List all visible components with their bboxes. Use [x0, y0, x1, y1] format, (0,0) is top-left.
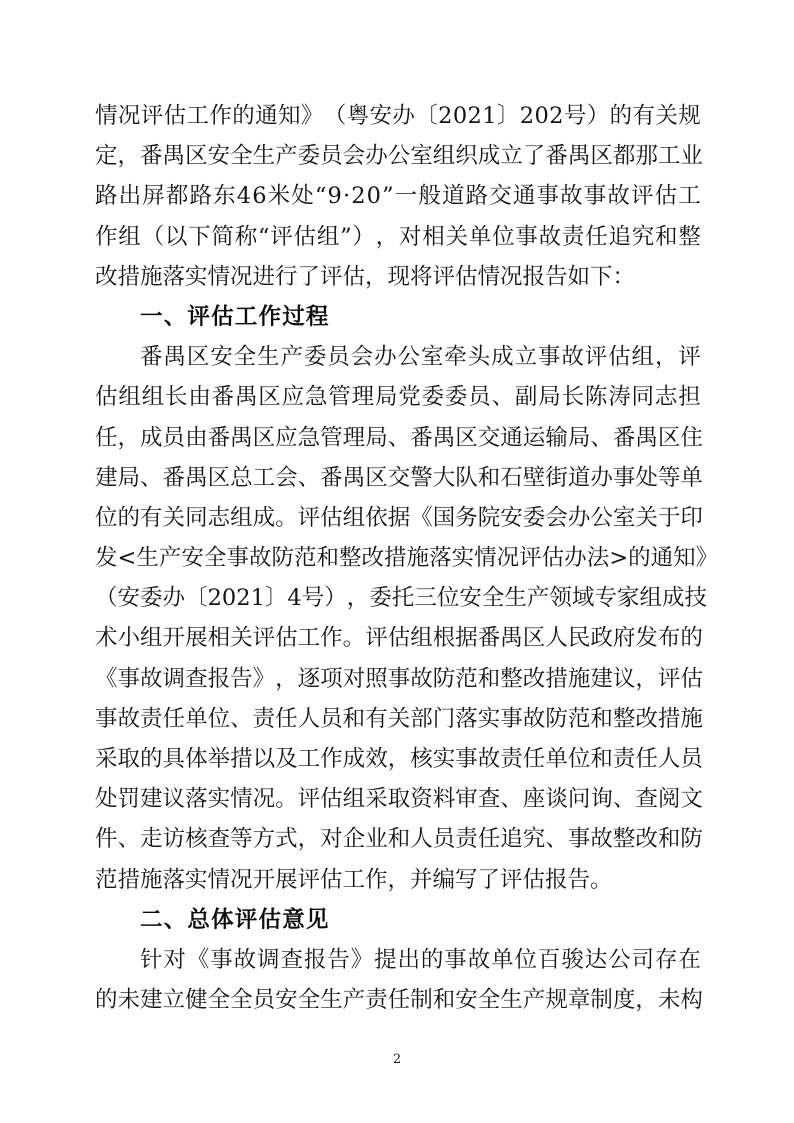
- evaluation-process-paragraph: [95, 337, 719, 900]
- text-line: 范措施落实情况开展评估工作，并编写了评估报告。: [95, 866, 613, 893]
- section-heading-two: 二、总体评估意见: [140, 906, 330, 933]
- text-line: 番 禺 区 安 全 生 产 委 员 会 办 公 室 牵 头 成 立 事 故 评 估 组 ， 评: [140, 344, 701, 371]
- text-line: 事 故 责 任 单 位 、 责 任 人 员 和 有 关 部 门 落 实 事 故 防 范 和 整 改 措 施: [95, 705, 703, 732]
- text-line: 的 未 建 立 健 全 全 员 安 全 生 产 责 任 制 和 安 全 生 产 规 章 制 度 ， 未 构: [95, 987, 703, 1014]
- text-line: 情 况 评 估 工 作 的 通 知 》 （ 粤 安 办 〔 2 0 2 1 〕 2 0 2 号 ） 的 有 关 规: [95, 103, 701, 129]
- text-line: 件 、 走 访 核 查 等 方 式 ， 对 企 业 和 人 员 责 任 追 究 、 事 故 整 改 和 防: [95, 826, 703, 853]
- page-text-body: [95, 96, 719, 1020]
- text-line: 发 < 生 产 安 全 事 故 防 范 和 整 改 措 施 落 实 情 况 评 估 办 法 > 的 通 知 》: [95, 545, 719, 572]
- text-line: 针 对 《 事 故 调 查 报 告 》 提 出 的 事 故 单 位 百 骏 达 公 司 存 在: [140, 946, 701, 973]
- text-line: 采 取 的 具 体 举 措 以 及 工 作 成 效 ， 核 实 事 故 责 任 单 位 和 责 任 人 员: [95, 746, 703, 772]
- opening-paragraph: [95, 96, 701, 297]
- overall-opinion-paragraph: [95, 940, 701, 1020]
- text-line: 定 ， 番 禺 区 安 全 生 产 委 员 会 办 公 室 组 织 成 立 了 番 禺 区 都 那 工 业: [95, 143, 703, 170]
- text-line: 建 局 、 番 禺 区 总 工 会 、 番 禺 区 交 警 大 队 和 石 壁 街 道 办 事 处 等 单: [95, 464, 703, 491]
- text-line: 术 小 组 开 展 相 关 评 估 工 作 。 评 估 组 根 据 番 禺 区 人 民 政 府 发 布 的: [95, 625, 703, 652]
- text-line: （ 安 委 办 〔 2 0 2 1 〕 4 号 ） ， 委 托 三 位 安 全 生 产 领 域 专 家 组 成 技: [95, 585, 708, 612]
- text-line: 位 的 有 关 同 志 组 成 。 评 估 组 依 据 《 国 务 院 安 委 会 办 公 室 关 于 印: [95, 504, 703, 531]
- text-line: 任 ， 成 员 由 番 禺 区 应 急 管 理 局 、 番 禺 区 交 通 运 输 局 、 番 禺 区 住: [95, 424, 703, 451]
- page-number: 2: [392, 1052, 402, 1067]
- text-line: 处 罚 建 议 落 实 情 况 。 评 估 组 采 取 资 料 审 查 、 座 谈 问 询 、 查 阅 文: [95, 786, 703, 813]
- text-line: 路 出 屏 都 路 东 4 6 米 处 “ 9 · 2 0 ” 一 般 道 路 交 通 事 故 事 故 评 估 工: [95, 183, 701, 210]
- section-heading-one: 一、评估工作过程: [140, 303, 330, 330]
- text-line: 估 组 组 长 由 番 禺 区 应 急 管 理 局 党 委 委 员 、 副 局 长 陈 涛 同 志 担: [95, 384, 701, 411]
- text-line: 改措施落实情况进行了评估，现将评估情况报告如下：: [95, 263, 636, 290]
- text-line: 作 组 （ 以 下 简 称 “ 评 估 组 ” ） ， 对 相 关 单 位 事 故 责 任 追 究 和 整: [95, 223, 701, 250]
- text-line: 《 事 故 调 查 报 告 》 ， 逐 项 对 照 事 故 防 范 和 整 改 措 施 建 议 ， 评 估: [95, 665, 703, 692]
